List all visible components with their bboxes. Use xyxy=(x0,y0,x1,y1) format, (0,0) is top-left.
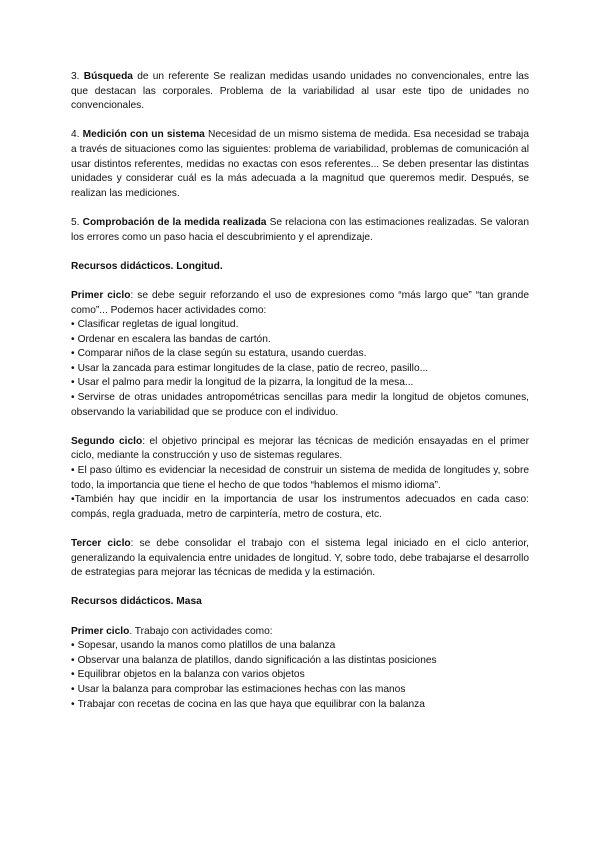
section-4-title: Medición con un sistema xyxy=(82,129,205,141)
section-5-number: 5. xyxy=(71,216,80,228)
list-item: • Usar el palmo para medir la longitud de la pizarra, la longitud de la mesa... xyxy=(71,376,529,391)
masa-primer-ciclo-paragraph xyxy=(71,625,529,640)
list-item: • Equilibrar objetos en la balanza con varios objetos xyxy=(71,668,529,683)
longitud-primer-ciclo-label: Primer ciclo xyxy=(71,289,131,301)
longitud-tercer-ciclo-text: : se debe consolidar el trabajo con el sistema legal iniciado en el ciclo anterior, generalizando la equivalencia entre unidades de longitud. Y, sobre todo, debe trabajarse el desarrollo de estrategias para mejorar las técnicas de medida y la estimación. xyxy=(71,538,529,579)
list-item: • Servirse de otras unidades antropométricas sencillas para medir la longitud de objetos comunes, observando la variabilidad que se produce con el individuo. xyxy=(71,391,529,420)
masa-primer-ciclo-text: . Trabajo con actividades como: xyxy=(129,625,273,637)
section-5-title: Comprobación de la medida realizada xyxy=(82,216,267,228)
list-item: • Trabajar con recetas de cocina en las que haya que equilibrar con la balanza xyxy=(71,698,529,713)
list-item: • El paso último es evidenciar la necesidad de construir un sistema de medida de longitudes y, sobre todo, la importancia que tiene el hecho de que todos “hablemos el mismo idioma”. xyxy=(71,465,529,491)
masa-primer-ciclo-list xyxy=(71,639,529,712)
longitud-tercer-ciclo-paragraph xyxy=(71,537,529,581)
longitud-segundo-ciclo-label: Segundo ciclo xyxy=(71,435,143,447)
section-4-text: Necesidad de un mismo sistema de medida. Esa necesidad se trabaja a través de situaciones como las siguientes: problema de variabilidad, problemas de comunicación al usar distintos referentes, medidas no exactas con esos referentes... Se deben presentar las distintas unidades y considerar cuál es la más adecuada a la magnitud que queremos medir. Después, se realizan las mediciones. xyxy=(71,129,529,199)
list-item: • Ordenar en escalera las bandas de cartón. xyxy=(71,333,529,348)
section-3-paragraph xyxy=(71,70,529,114)
longitud-primer-ciclo-paragraph xyxy=(71,289,529,318)
list-item: • Clasificar regletas de igual longitud. xyxy=(71,318,529,333)
document-page xyxy=(71,70,529,727)
longitud-segundo-ciclo-text: : el objetivo principal es mejorar las técnicas de medición ensayadas en el primer ciclo, mediante la construcción y uso de sistemas regulares. xyxy=(71,435,529,462)
list-item: • Observar una balanza de platillos, dando significación a las distintas posiciones xyxy=(71,654,529,669)
longitud-segundo-ciclo-list xyxy=(71,464,529,522)
list-item: • Comparar niños de la clase según su estatura, usando cuerdas. xyxy=(71,347,529,362)
section-4-number: 4. xyxy=(71,129,80,141)
longitud-heading: Recursos didácticos. Longitud. xyxy=(71,260,223,272)
section-4-paragraph xyxy=(71,128,529,201)
list-item: • Sopesar, usando la manos como platillos de una balanza xyxy=(71,639,529,654)
longitud-tercer-ciclo-label: Tercer ciclo xyxy=(71,538,131,549)
section-3-number: 3. xyxy=(71,71,80,82)
section-3-text: de un referente Se realizan medidas usando unidades no convencionales, entre las que destacan las corporales. Problema de la variabilidad al usar este tipo de unidades no convencionales. xyxy=(71,71,529,112)
section-5-text: Se relaciona con las estimaciones realizadas. Se valoran los errores como un paso hacia el descubrimiento y el aprendizaje. xyxy=(71,216,529,243)
masa-primer-ciclo-label: Primer ciclo xyxy=(71,625,130,637)
longitud-segundo-ciclo-paragraph xyxy=(71,435,529,464)
list-item: • Usar la zancada para estimar longitudes de la clase, patio de recreo, pasillo... xyxy=(71,362,529,377)
longitud-primer-ciclo-text: : se debe seguir reforzando el uso de expresiones como “más largo que” “tan grande como”... Podemos hacer actividades como: xyxy=(71,289,529,316)
list-item: • Usar la balanza para comprobar las estimaciones hechas con las manos xyxy=(71,683,529,698)
section-3-title: Búsqueda xyxy=(83,71,133,82)
masa-heading: Recursos didácticos. Masa xyxy=(71,596,202,608)
list-item: •También hay que incidir en la importancia de usar los instrumentos adecuados en cada caso: compás, regla graduada, metro de carpintería, metro de costura, etc. xyxy=(71,494,529,520)
longitud-primer-ciclo-list xyxy=(71,318,529,420)
section-5-paragraph xyxy=(71,216,529,245)
